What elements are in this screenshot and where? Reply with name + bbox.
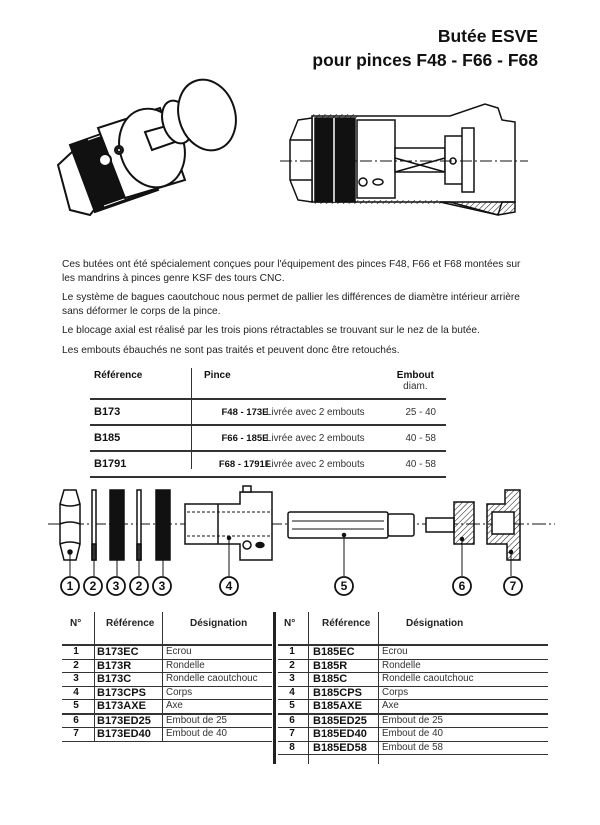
- header-embout-label: Embout: [396, 370, 434, 381]
- cell-n: 7: [73, 728, 79, 739]
- header-embout-sub: diam.: [403, 381, 428, 392]
- cell-pince: F66 - 185E: [221, 433, 269, 444]
- table-row: [62, 715, 272, 729]
- page-title: [312, 24, 538, 72]
- cell-designation: Embout de 40: [166, 728, 228, 739]
- table-row: [278, 715, 548, 729]
- callout-label: 3: [158, 579, 166, 593]
- description-paragraph: Ces butées ont été spécialement conçues pour l'équipement des pinces F48, F66 et F68 montées sur les mandrins à pinces genre KSF des tours CNC.: [62, 259, 521, 284]
- header-n: N°: [284, 618, 296, 629]
- cell-diam: 25 - 40: [405, 407, 436, 418]
- cell-reference: B185ED25: [313, 714, 367, 727]
- callout-label: 5: [340, 579, 348, 593]
- cell-reference: B185C: [313, 673, 348, 685]
- callout-label: 7: [509, 579, 517, 593]
- description-paragraph: Le système de bagues caoutchouc nous permet de pallier les différences de diamètre intérieur arrière sans déformer le corps de la pince.: [62, 292, 520, 317]
- header-designation: Désignation: [406, 618, 464, 629]
- cell-note: Livrée avec 2 embouts: [266, 407, 365, 418]
- cell-pince: F48 - 173E: [221, 407, 269, 418]
- cell-n: 6: [73, 714, 79, 726]
- cell-designation: Axe: [166, 700, 183, 711]
- stop-perspective-illustration: [40, 70, 270, 240]
- reference-table: [90, 368, 446, 478]
- callout-label: 6: [458, 579, 466, 593]
- cell-n: 6: [289, 714, 295, 726]
- stop-section-illustration: [270, 90, 530, 225]
- cell-designation: Embout de 58: [382, 741, 444, 753]
- cell-reference: B173R: [97, 659, 132, 672]
- cell-designation: Embout de 40: [382, 728, 444, 739]
- header-reference: Référence: [322, 618, 371, 629]
- cell-designation: Axe: [382, 700, 399, 711]
- callout-4: [220, 577, 238, 595]
- cell-reference: B173ED25: [97, 714, 151, 727]
- callout-label: 2: [89, 579, 97, 593]
- part-rubber-ring: [110, 490, 124, 560]
- part-rubber-ring: [156, 490, 170, 560]
- cell-n: 4: [289, 686, 295, 698]
- cell-reference: B185ED58: [313, 741, 367, 754]
- cell-reference: B185: [94, 432, 121, 444]
- table-row: [278, 742, 548, 756]
- table-row: [278, 673, 548, 687]
- table-row: [278, 646, 548, 660]
- cell-n: 5: [289, 700, 295, 711]
- table-row: [90, 452, 446, 478]
- table-header: [62, 612, 272, 646]
- cell-n: 7: [289, 728, 295, 739]
- cell-note: Livrée avec 2 embouts: [266, 433, 365, 444]
- cell-designation: Corps: [166, 686, 193, 698]
- callout-2: [84, 577, 102, 595]
- cell-reference: B185EC: [313, 646, 355, 658]
- cell-designation: Corps: [382, 686, 409, 698]
- cell-n: 3: [73, 673, 79, 684]
- header-embout: [397, 370, 434, 392]
- cell-reference: B173CPS: [97, 686, 146, 699]
- table-row: [90, 426, 446, 452]
- parts-table-b173: [62, 612, 272, 742]
- cell-n: 3: [289, 673, 295, 684]
- cell-reference: B185ED40: [313, 728, 367, 740]
- cell-n: 1: [289, 646, 295, 657]
- cell-designation: Ecrou: [166, 646, 192, 657]
- cell-reference: B1791: [94, 458, 127, 470]
- part-axle: [288, 512, 388, 538]
- callout-label: 3: [112, 579, 120, 593]
- tables-separator: [273, 612, 276, 764]
- table-row: [62, 673, 272, 687]
- callout-label: 4: [225, 579, 233, 593]
- cell-designation: Rondelle caoutchouc: [166, 673, 258, 684]
- cell-note: Livrée avec 2 embouts: [266, 459, 365, 470]
- table-row: [62, 700, 272, 715]
- header-n: N°: [70, 618, 82, 629]
- callouts: [61, 577, 522, 595]
- table-row: [62, 646, 272, 660]
- callout-3b: [153, 577, 171, 595]
- part-tip-6: [426, 518, 454, 532]
- table-row: [278, 687, 548, 701]
- cell-designation: Rondelle caoutchouc: [382, 673, 474, 684]
- header-reference: Référence: [106, 618, 155, 629]
- cell-n: 1: [73, 646, 79, 657]
- header-pince: Pince: [204, 370, 231, 381]
- description-paragraph: Le blocage axial est réalisé par les trois pions rétractables se trouvant sur le nez de la butée.: [62, 325, 480, 336]
- cell-diam: 40 - 58: [405, 433, 436, 444]
- title-line-2: pour pinces F48 - F66 - F68: [312, 50, 538, 70]
- callout-6: [453, 577, 471, 595]
- callout-1: [61, 577, 79, 595]
- exploded-view-diagram: [0, 478, 600, 603]
- cell-reference: B185AXE: [313, 700, 362, 712]
- cell-designation: Ecrou: [382, 646, 408, 657]
- cell-n: 2: [289, 659, 295, 671]
- cell-n: 2: [73, 659, 79, 671]
- cell-reference: B173: [94, 406, 121, 418]
- cell-reference: B173AXE: [97, 700, 146, 712]
- table-row: [90, 400, 446, 426]
- cell-n: 8: [289, 741, 295, 753]
- header-designation: Désignation: [190, 618, 248, 629]
- table-row: [278, 660, 548, 674]
- callout-3: [107, 577, 125, 595]
- table-header: [278, 612, 548, 646]
- cell-designation: Embout de 25: [166, 714, 228, 726]
- cell-designation: Rondelle: [166, 659, 205, 671]
- cell-n: 5: [73, 700, 79, 711]
- header-reference: Référence: [94, 370, 143, 381]
- table-row: [62, 728, 272, 742]
- callout-5: [335, 577, 353, 595]
- cell-pince: F68 - 1791E: [218, 459, 272, 470]
- parts-table-b185: [278, 612, 548, 755]
- cell-designation: Rondelle: [382, 659, 421, 671]
- table-row: [278, 700, 548, 715]
- cell-reference: B185R: [313, 659, 348, 672]
- cell-reference: B173C: [97, 673, 132, 685]
- cell-designation: Embout de 25: [382, 714, 444, 726]
- description-paragraph: Les embouts ébauchés ne sont pas traités et peuvent donc être retouchés.: [62, 344, 400, 356]
- callout-7: [504, 577, 522, 595]
- table-row: [278, 728, 548, 742]
- cell-n: 4: [73, 686, 79, 698]
- cell-reference: B185CPS: [313, 686, 362, 699]
- cell-reference: B173ED40: [97, 728, 151, 740]
- table-header: [90, 368, 446, 400]
- callout-label: 2: [135, 579, 143, 593]
- callout-2b: [130, 577, 148, 595]
- cell-diam: 40 - 58: [405, 459, 436, 470]
- callout-label: 1: [66, 579, 74, 593]
- title-line-1: Butée ESVE: [437, 26, 538, 46]
- description: [62, 258, 532, 363]
- table-row: [62, 660, 272, 674]
- cell-reference: B173EC: [97, 646, 139, 658]
- table-row: [62, 687, 272, 701]
